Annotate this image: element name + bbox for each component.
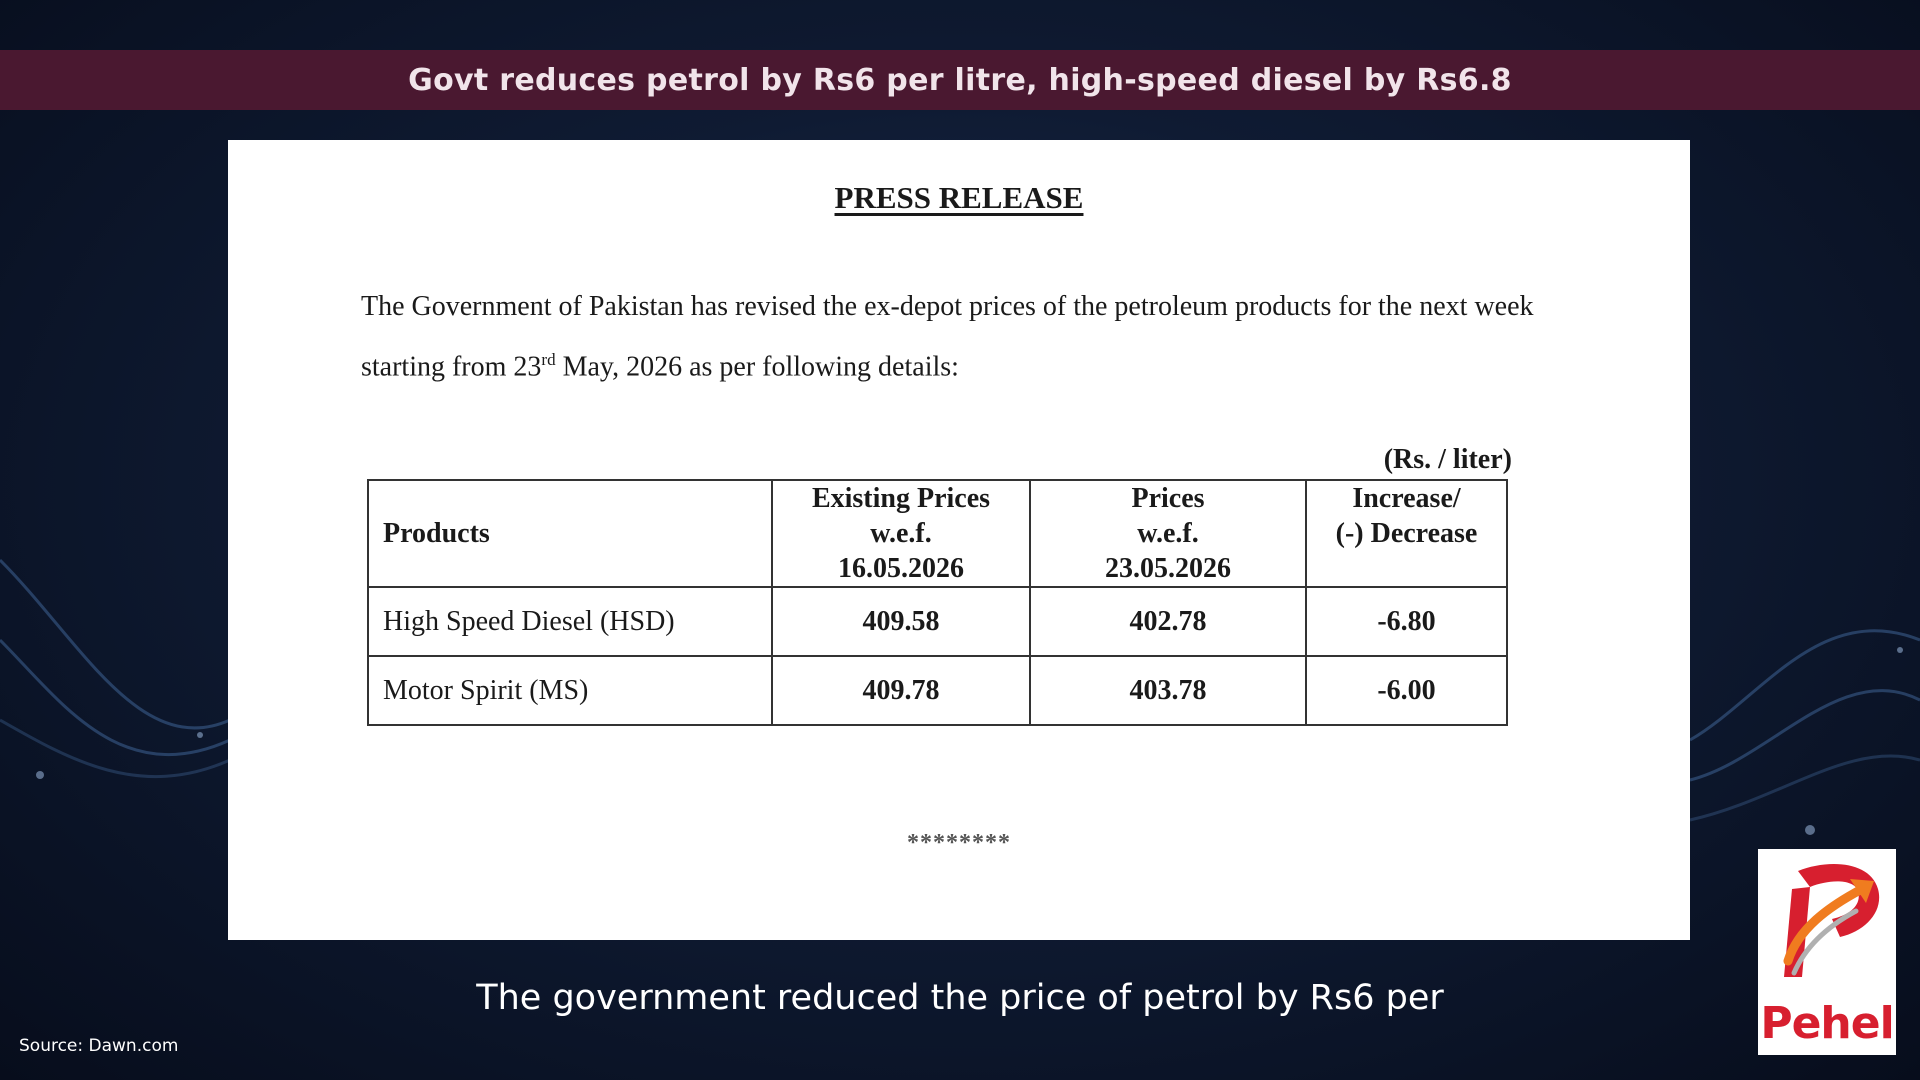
headline-bar (0, 50, 1920, 110)
document-paragraph (361, 280, 1561, 393)
document-title: PRESS RELEASE (834, 180, 1084, 215)
table-header-row (368, 480, 1507, 587)
header-existing-line1: Existing Prices (811, 483, 991, 514)
table-row (368, 656, 1507, 725)
table-row (368, 587, 1507, 656)
header-existing-prices (772, 480, 1030, 587)
cell-change: -6.00 (1306, 656, 1507, 725)
price-table (367, 479, 1508, 726)
cell-existing-price: 409.58 (772, 587, 1030, 656)
header-change (1306, 480, 1507, 587)
headline-text: Govt reduces petrol by Rs6 per litre, high-speed diesel by Rs6.8 (408, 62, 1512, 98)
subtitle-caption: The government reduced the price of petrol by Rs6 per (476, 978, 1444, 1018)
paragraph-text-part1: The Government of Pakistan has revised the ex-depot prices of the petroleum products for the next week starting from 23 (361, 291, 1534, 383)
press-release-document (228, 140, 1690, 940)
paragraph-text-part2: May, 2026 as per following details: (555, 351, 959, 383)
cell-change: -6.80 (1306, 587, 1507, 656)
header-change-line1: Increase/ (1352, 483, 1461, 514)
paragraph-ordinal-suffix: rd (541, 350, 556, 369)
logo-text: Pehel (1760, 998, 1894, 1049)
header-new-line1: Prices (1131, 483, 1205, 514)
header-products: Products (368, 480, 772, 587)
source-credit: Source: Dawn.com (19, 1036, 179, 1056)
cell-new-price: 403.78 (1030, 656, 1306, 725)
header-change-line2: (-) Decrease (1335, 518, 1478, 549)
header-existing-line2: w.e.f. (870, 518, 932, 549)
cell-product: Motor Spirit (MS) (368, 656, 772, 725)
pehel-logo (1758, 849, 1896, 1055)
cell-product: High Speed Diesel (HSD) (368, 587, 772, 656)
pehel-arrow-logo-icon (1758, 849, 1896, 999)
header-existing-line3: 16.05.2026 (838, 553, 964, 584)
header-new-line2: w.e.f. (1137, 518, 1199, 549)
cell-existing-price: 409.78 (772, 656, 1030, 725)
cell-new-price: 402.78 (1030, 587, 1306, 656)
header-new-prices (1030, 480, 1306, 587)
header-new-line3: 23.05.2026 (1105, 553, 1231, 584)
unit-label: (Rs. / liter) (1383, 444, 1512, 475)
footer-stars: ******** (907, 830, 1011, 856)
